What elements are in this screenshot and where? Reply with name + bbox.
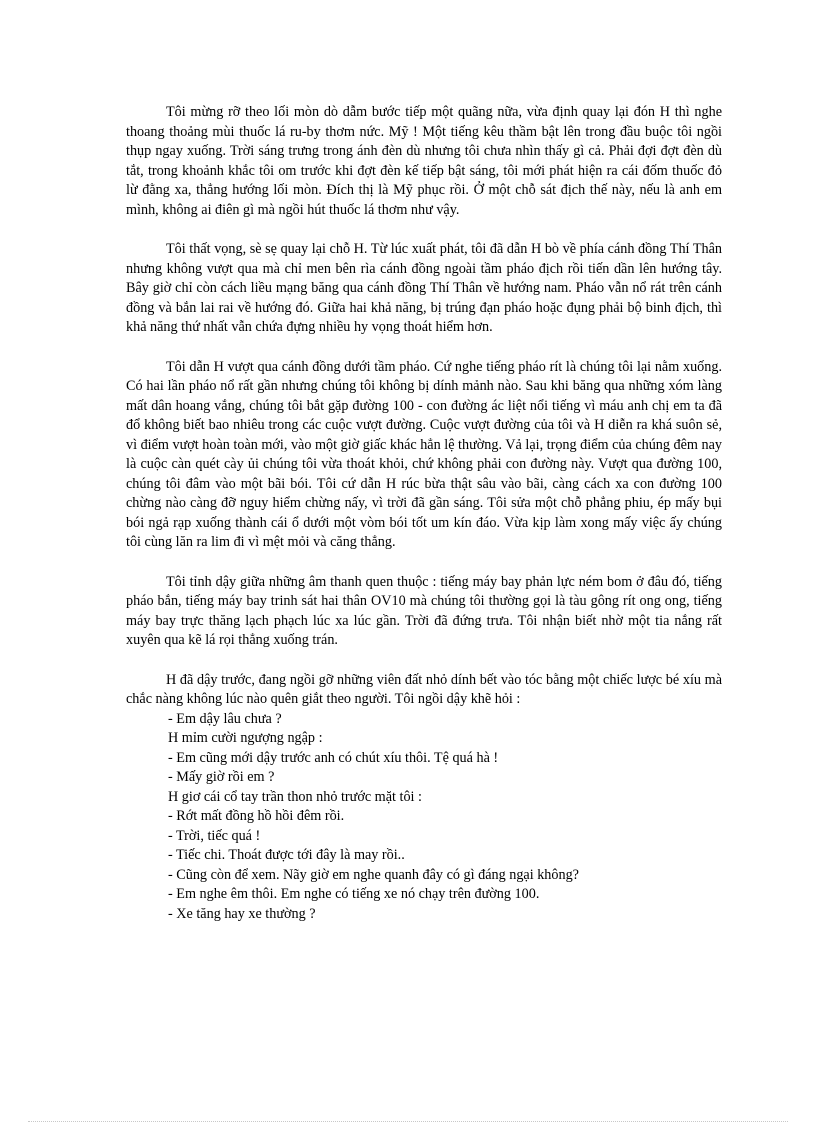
dialogue-line: - Em cũng mới dậy trước anh có chút xíu thôi. Tệ quá hà ! [168, 749, 499, 766]
dialogue-line: - Tiếc chi. Thoát được tới đây là may rồi.. [168, 847, 405, 863]
dialogue-line: - Em nghe êm thôi. Em nghe có tiếng xe nó chạy trên đường 100. [168, 886, 540, 902]
document-body [126, 103, 722, 924]
dialogue-line: - Mấy giờ rồi em ? [168, 769, 275, 785]
dialogue-line: - Xe tăng hay xe thường ? [168, 905, 316, 922]
dialogue-block [126, 710, 722, 925]
page-bottom-divider [28, 1121, 788, 1122]
paragraph: Tôi thất vọng, sè sẹ quay lại chỗ H. Từ lúc xuất phát, tôi đã dẫn H bò về phía cánh đồng Thí Thân nhưng không vượt qua mà chỉ men bên rìa cánh đồng ngoài tầm pháo địch rồi tiến dần lên hướng tây. Bây giờ chỉ còn cách liều mạng băng qua cánh đồng Thí Thân về hướng nam. Pháo vẫn nổ rát trên cánh đồng và bắn lai rai về hướng đó. Giữa hai khả năng, bị trúng đạn pháo hoặc đụng phải bộ binh địch, thì khả năng thứ nhất vẫn chứa đựng nhiều hy vọng thoát hiểm hơn. [126, 241, 722, 335]
dialogue-line: - Cũng còn để xem. Nãy giờ em nghe quanh đây có gì đáng ngại không? [168, 866, 579, 883]
paragraph: Tôi tỉnh dậy giữa những âm thanh quen thuộc : tiếng máy bay phản lực ném bom ở đâu đó, tiếng pháo bắn, tiếng máy bay trinh sát hai thân OV10 mà chúng tôi thường gọi là tàu gông rít ong ong, tiếng máy bay trực thăng lạch phạch lúc xa lúc gần. Trời đã đứng trưa. Tôi nhận biết nhờ một tia nắng rất xuyên qua kẽ lá rọi thẳng xuống trán. [126, 573, 722, 648]
paragraph: Tôi dẫn H vượt qua cánh đồng dưới tầm pháo. Cứ nghe tiếng pháo rít là chúng tôi lại nằm xuống. Có hai lần pháo nổ rất gần nhưng chúng tôi không bị dính mảnh nào. Sau khi băng qua những xóm làng mất dân hoang vắng, chúng tôi bắt gặp đường 100 - con đường ác liệt nổi tiếng vì máu anh chị em ta đã đổ không biết bao nhiêu trong các cuộc vượt đường. Cuộc vượt đường của tôi và H diễn ra khá suôn sẻ, vì điểm vượt hoàn toàn mới, vào một giờ giấc khác hẳn lệ thường. Vả lại, trọng điểm của chúng đêm nay là cuộc càn quét cày ủi chúng tôi vừa thoát khỏi, chứ không phải con đường này. Vượt qua đường 100, chúng tôi đâm vào một bãi bói. Tôi cứ dẫn H rúc bừa thật sâu vào bãi, càng cách xa con đường 100 chừng nào càng đỡ nguy hiểm chừng nấy, vì trời đã gần sáng. Tôi sửa một chỗ phẳng phiu, ép mấy bụi bói ngả rạp xuống thành cái ổ dưới một vòm bói tốt um kín đáo. Vừa kịp làm xong mấy việc ấy chúng tôi cùng lăn ra lim đi vì mệt mỏi và căng thẳng. [126, 358, 722, 550]
paragraph: H đã dậy trước, đang ngồi gỡ những viên đất nhỏ dính bết vào tóc bằng một chiếc lược bé xíu mà chắc nàng không lúc nào quên giắt theo người. Tôi ngồi dậy khẽ hỏi : [126, 671, 722, 707]
paragraph: Tôi mừng rỡ theo lối mòn dò dẫm bước tiếp một quãng nữa, vừa định quay lại đón H thì nghe thoang thoảng mùi thuốc lá ru-by thơm nức. Mỹ ! Một tiếng kêu thầm bật lên trong đầu buộc tôi ngồi thụp ngay xuống. Trời sáng trưng trong ánh đèn dù nhưng tôi chưa nhìn thấy gì cả. Phải đợi đợt đèn dù tắt, trong khoảnh khắc tôi om trước khi đợt đèn kế tiếp bật sáng, tôi mới phát hiện ra cái đốm thuốc đỏ lừ đằng xa, thẳng hướng lối mòn. Đích thị là Mỹ phục rồi. Ở một chỗ sát địch thế này, nếu là anh em mình, không ai điên gì mà ngồi hút thuốc lá thơm như vậy. [126, 104, 722, 218]
dialogue-line: H giơ cái cổ tay trần thon nhỏ trước mặt tôi : [168, 788, 422, 805]
dialogue-line: - Em dậy lâu chưa ? [168, 710, 282, 727]
dialogue-line: H mỉm cười ngượng ngập : [168, 730, 323, 746]
dialogue-line: - Rớt mất đồng hồ hồi đêm rồi. [168, 808, 345, 824]
dialogue-line: - Trời, tiếc quá ! [168, 827, 261, 844]
